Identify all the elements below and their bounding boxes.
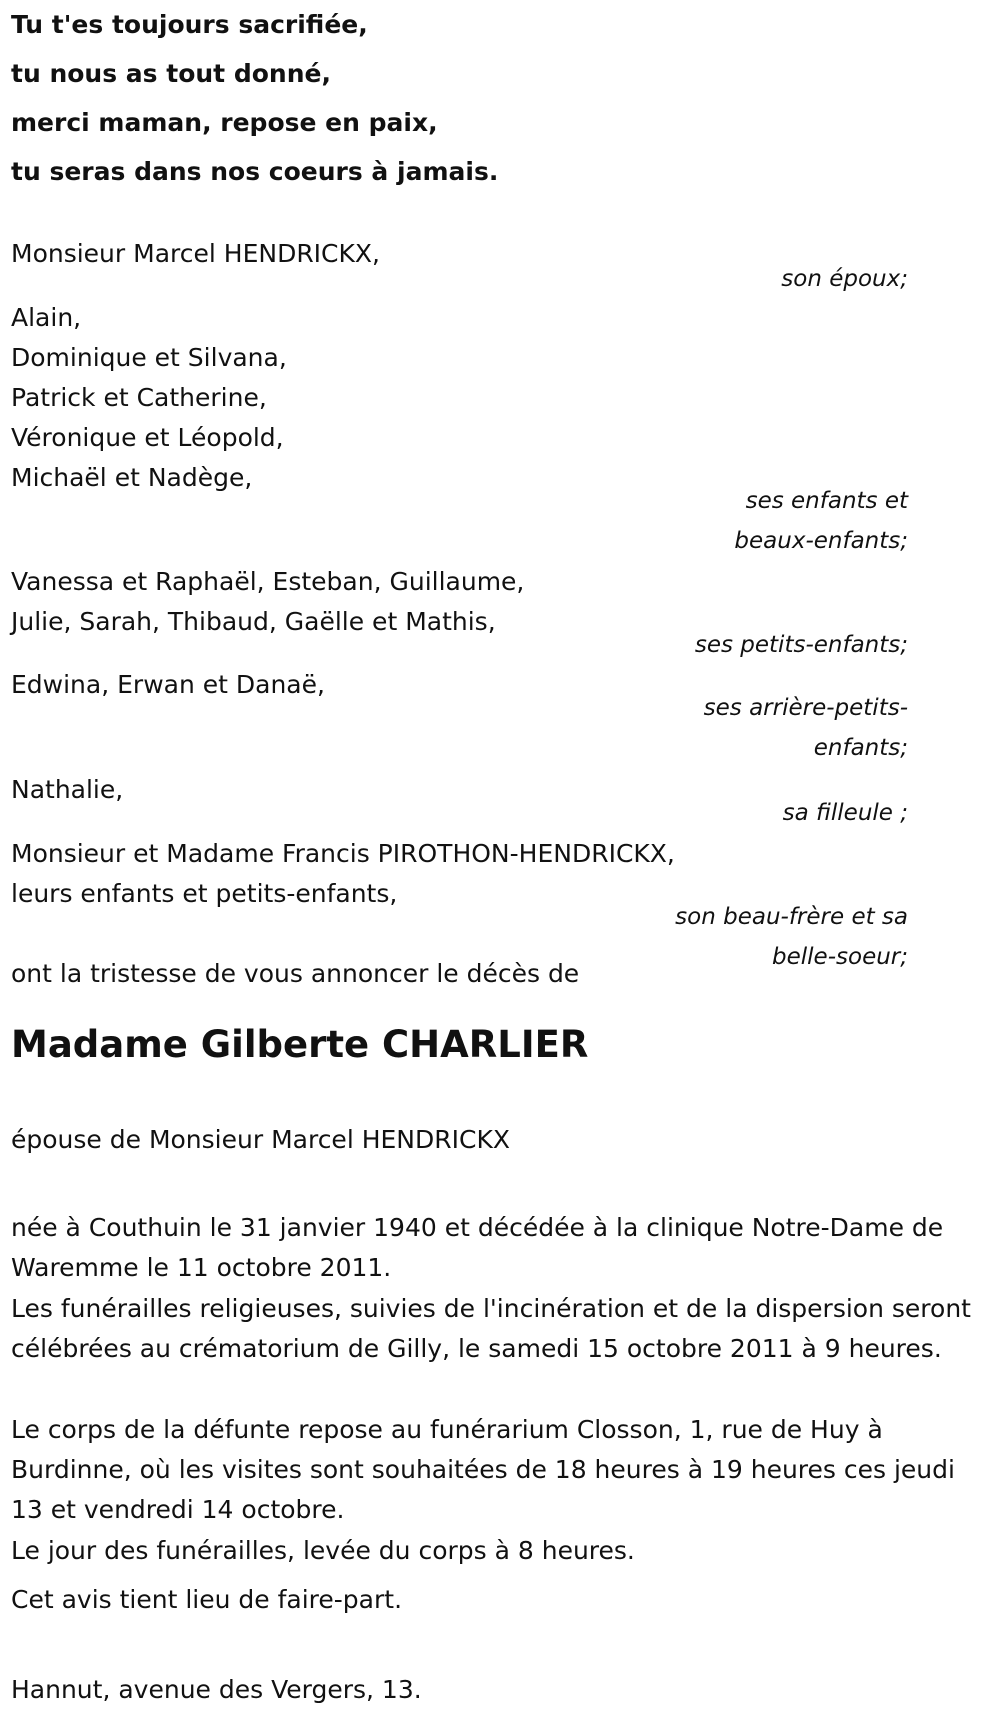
in-laws-relation-line-2: belle-soeur; — [772, 944, 908, 970]
grandchildren-relation: ses petits-enfants; — [694, 632, 908, 658]
deceased-name: Madame Gilberte CHARLIER — [11, 1023, 589, 1066]
husband-name: Monsieur Marcel HENDRICKX, — [11, 239, 380, 268]
procession-paragraph: Le jour des funérailles, levée du corps à 8 heures. — [11, 1536, 635, 1565]
poem-line-2: tu nous as tout donné, — [11, 59, 331, 88]
visitation-paragraph: Le corps de la défunte repose au funérarium Closson, 1, rue de Huy à Burdinne, où les visites sont souhaitées de 18 heures à 19 heures ces jeudi 13 et vendredi 14 octobre. — [11, 1415, 955, 1524]
child-line-1: Alain, — [11, 303, 82, 332]
spouse-line: épouse de Monsieur Marcel HENDRICKX — [11, 1125, 510, 1154]
poem-line-4: tu seras dans nos coeurs à jamais. — [11, 157, 499, 186]
great-grandchildren-relation-line-1: ses arrière-petits- — [703, 695, 908, 721]
address: Hannut, avenue des Vergers, 13. — [11, 1675, 422, 1704]
poem-line-1: Tu t'es toujours sacrifiée, — [11, 10, 368, 39]
announcement-text: ont la tristesse de vous annoncer le décès de — [11, 959, 580, 988]
birth-death-paragraph: née à Couthuin le 31 janvier 1940 et décédée à la clinique Notre-Dame de Waremme le 11 octobre 2011. — [11, 1213, 944, 1282]
great-grandchildren: Edwina, Erwan et Danaë, — [11, 670, 325, 699]
goddaughter-relation: sa filleule ; — [782, 800, 908, 826]
in-laws-relation-line-1: son beau-frère et sa — [675, 904, 908, 930]
in-laws-line-1: Monsieur et Madame Francis PIROTHON-HENDRICKX, — [11, 839, 675, 868]
in-laws-line-2: leurs enfants et petits-enfants, — [11, 879, 398, 908]
child-line-3: Patrick et Catherine, — [11, 383, 267, 412]
children-relation-line-1: ses enfants et — [745, 488, 908, 514]
husband-relation: son époux; — [781, 266, 908, 292]
child-line-5: Michaël et Nadège, — [11, 463, 253, 492]
notice-paragraph: Cet avis tient lieu de faire-part. — [11, 1585, 403, 1614]
goddaughter-name: Nathalie, — [11, 775, 124, 804]
children-relation-line-2: beaux-enfants; — [734, 528, 908, 554]
child-line-4: Véronique et Léopold, — [11, 423, 284, 452]
great-grandchildren-relation-line-2: enfants; — [813, 735, 908, 761]
grandchildren-line-2: Julie, Sarah, Thibaud, Gaëlle et Mathis, — [11, 607, 496, 636]
poem-line-3: merci maman, repose en paix, — [11, 108, 438, 137]
child-line-2: Dominique et Silvana, — [11, 343, 287, 372]
grandchildren-line-1: Vanessa et Raphaël, Esteban, Guillaume, — [11, 567, 525, 596]
funeral-paragraph: Les funérailles religieuses, suivies de l'incinération et de la dispersion seront célébrées au crématorium de Gilly, le samedi 15 octobre 2011 à 9 heures. — [11, 1294, 971, 1363]
